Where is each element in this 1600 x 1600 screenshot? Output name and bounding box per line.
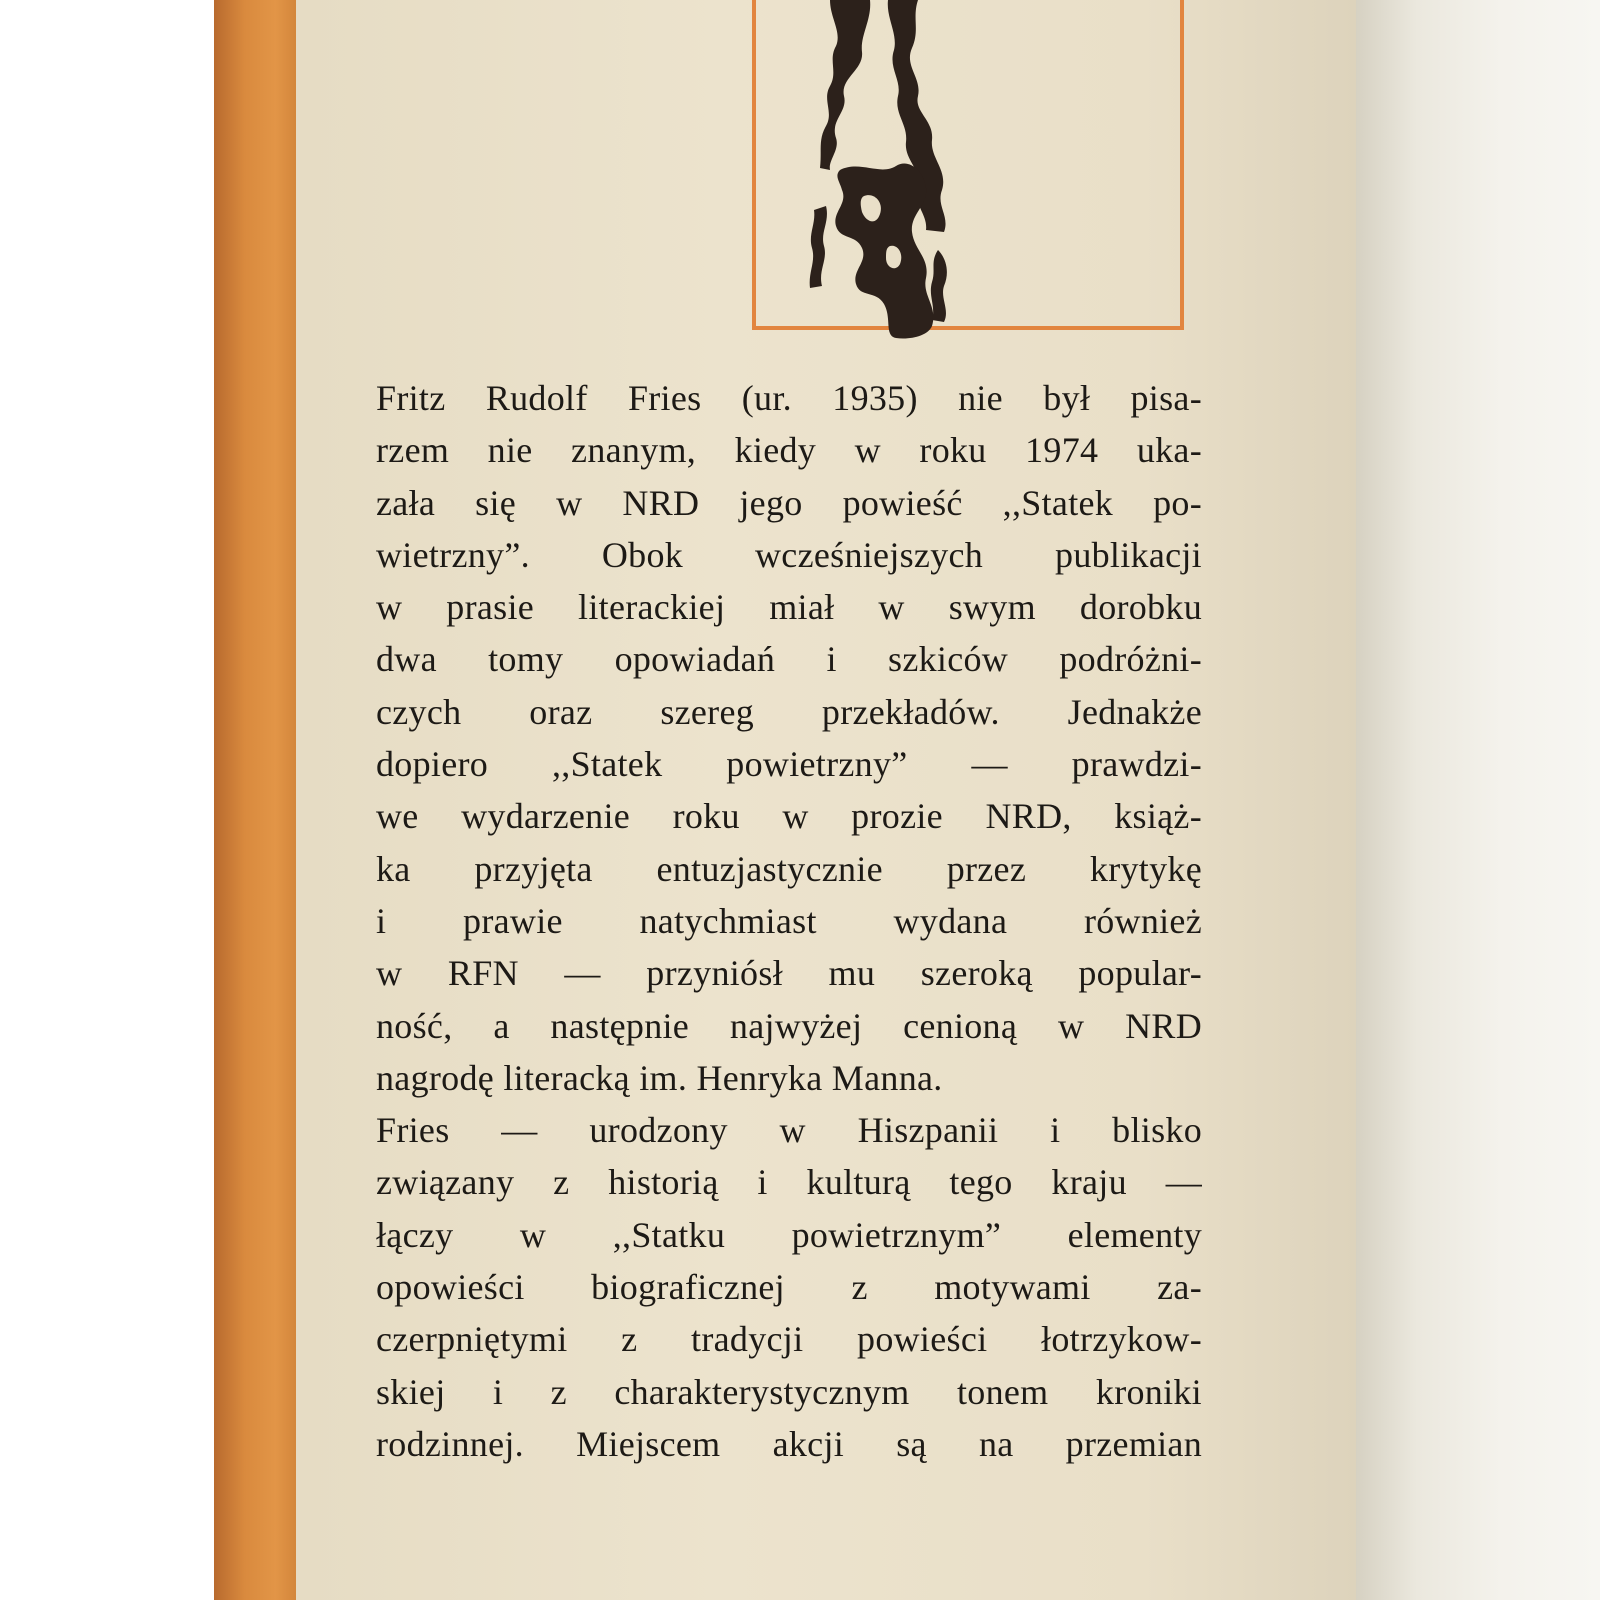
description-line: ność, a następnie najwyżej cenioną w NRD xyxy=(376,1005,1202,1046)
book-description xyxy=(376,372,1202,1470)
ink-figure-drawing-icon xyxy=(800,0,980,340)
description-line: wietrzny”. Obok wcześniejszych publikacji xyxy=(376,534,1202,575)
description-line: ka przyjęta entuzjastycznie przez krytykę xyxy=(376,848,1202,889)
description-line: Fries — urodzony w Hiszpanii i blisko xyxy=(376,1110,1202,1151)
description-line: rzem nie znanym, kiedy w roku 1974 uka- xyxy=(376,430,1202,471)
page-edge xyxy=(1356,0,1600,1600)
description-line: i prawie natychmiast wydana również xyxy=(376,900,1202,941)
description-line: opowieści biograficznej z motywami za- xyxy=(376,1267,1202,1308)
description-line: rodzinnej. Miejscem akcji są na przemian xyxy=(376,1423,1202,1464)
description-line: w RFN — przyniósł mu szeroką popular- xyxy=(376,953,1202,994)
description-line: czerpniętymi z tradycji powieści łotrzykow- xyxy=(376,1319,1202,1360)
description-line: zała się w NRD jego powieść ,,Statek po- xyxy=(376,482,1202,523)
description-line: łączy w ,,Statku powietrznym” elementy xyxy=(376,1214,1202,1255)
description-line: dopiero ,,Statek powietrzny” — prawdzi- xyxy=(376,744,1202,785)
description-line: związany z historią i kulturą tego kraju — xyxy=(376,1162,1202,1203)
description-line: czych oraz szereg przekładów. Jednakże xyxy=(376,691,1202,732)
description-line: w prasie literackiej miał w swym dorobku xyxy=(376,587,1202,628)
description-line: skiej i z charakterystycznym tonem kroniki xyxy=(376,1371,1202,1412)
description-line: Fritz Rudolf Fries (ur. 1935) nie był pisa- xyxy=(376,378,1202,418)
description-line: nagrodę literacką im. Henryka Manna. xyxy=(376,1057,943,1098)
book-spine xyxy=(214,0,302,1600)
description-line: we wydarzenie roku w prozie NRD, książ- xyxy=(376,796,1202,837)
description-line: dwa tomy opowiadań i szkiców podróżni- xyxy=(376,639,1202,680)
